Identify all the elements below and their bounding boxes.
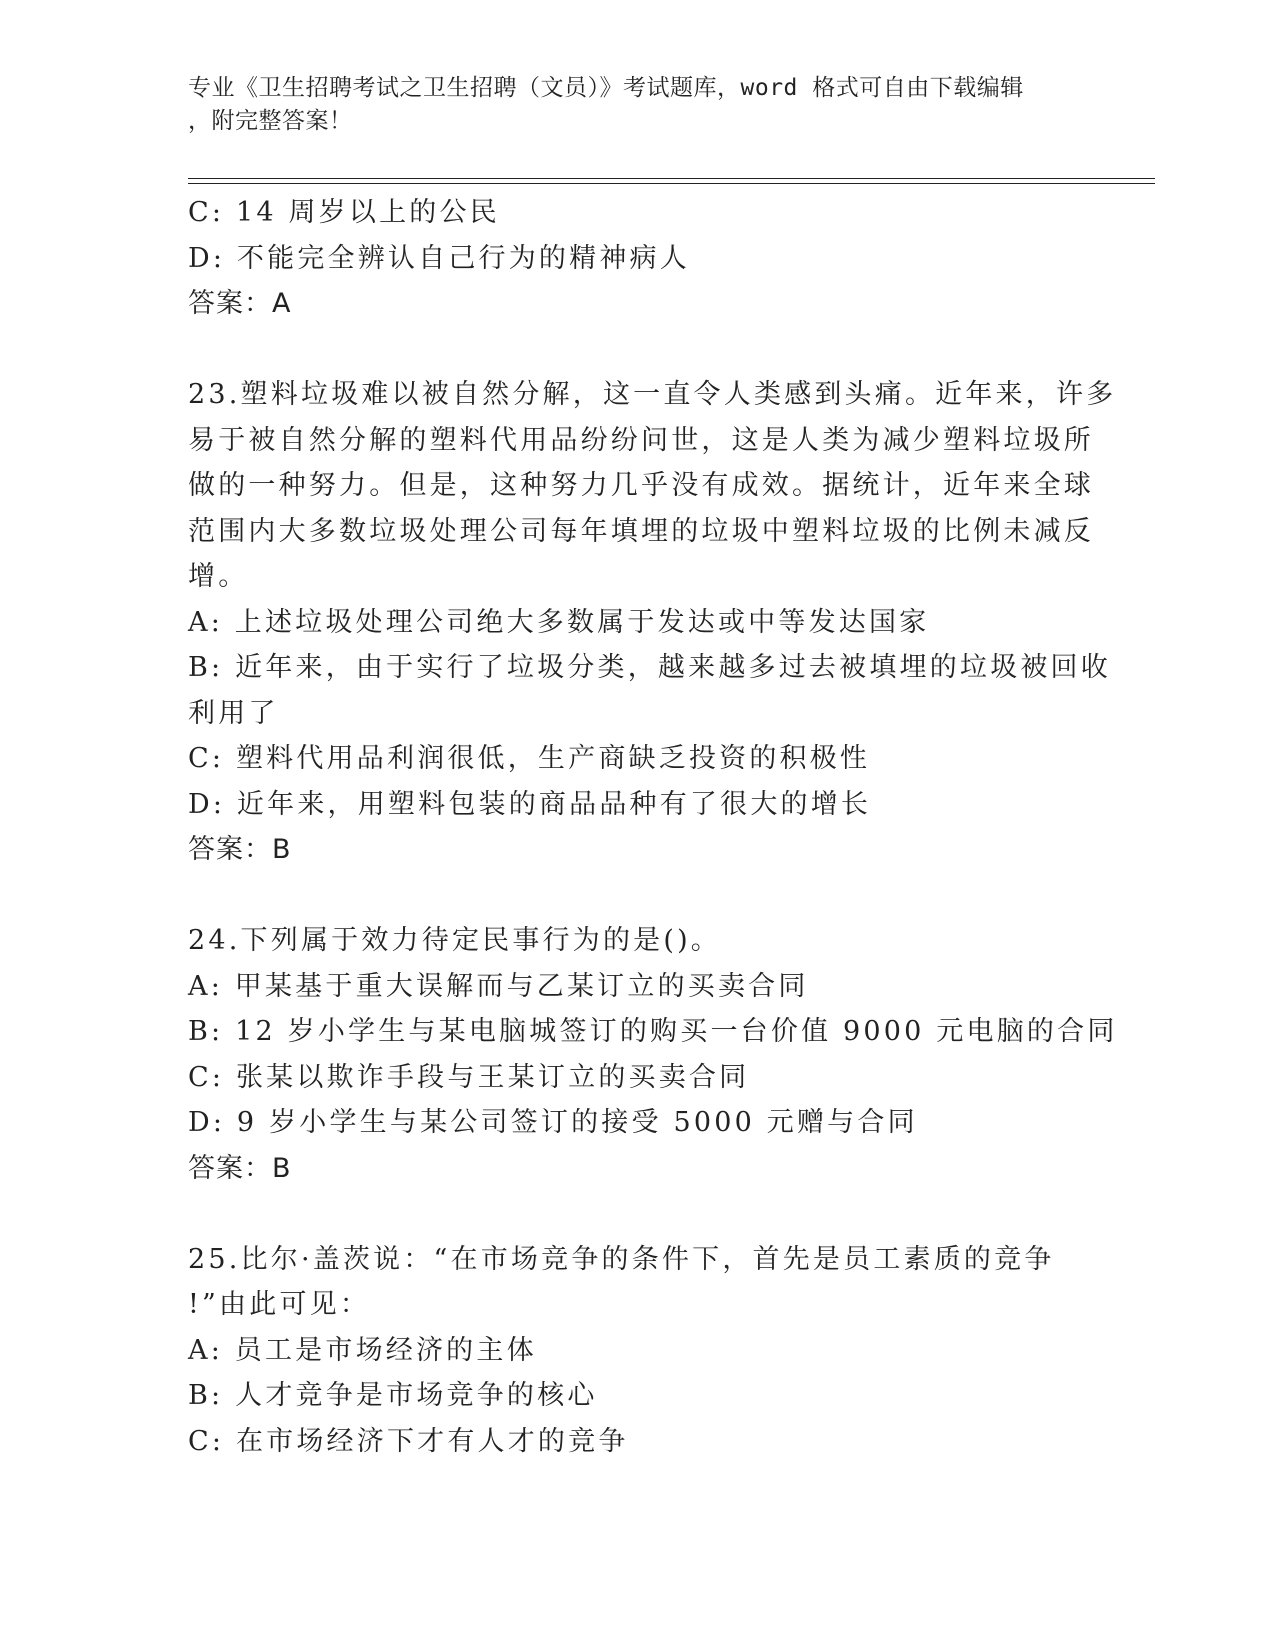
q23-stem-line-1: 23.塑料垃圾难以被自然分解，这一直令人类感到头痛。近年来，许多 [188,379,1117,410]
q23-stem-line-3: 做的一种努力。但是，这种努力几乎没有成效。据统计，近年来全球 [188,470,1094,501]
header-rule-bottom [188,183,1155,184]
q25-option-a: A: 员工是市场经济的主体 [188,1334,537,1366]
prev-option-d: D: 不能完全辨认自己行为的精神病人 [188,242,690,274]
header-line-1: 专业《卫生招聘考试之卫生招聘（文员）》考试题库，word 格式可自由下载编辑 [188,75,1024,101]
q23-option-b-line-1: B: 近年来，由于实行了垃圾分类，越来越多过去被填埋的垃圾被回收 [188,652,1111,683]
q24-option-a: A: 甲某基于重大误解而与乙某订立的买卖合同 [188,970,809,1002]
header-rule-top [188,178,1155,179]
q25-option-c: C: 在市场经济下才有人才的竞争 [188,1425,629,1457]
q23-option-a: A: 上述垃圾处理公司绝大多数属于发达或中等发达国家 [188,606,930,638]
q24-answer: 答案：B [188,1152,292,1184]
q23-answer: 答案：B [188,834,292,865]
q25-stem-line-2: !”由此可见： [188,1289,371,1320]
q24-option-b: B: 12 岁小学生与某电脑城签订的购买一台价值 9000 元电脑的合同 [188,1016,1118,1047]
header-line-2: ，附完整答案！ [188,108,353,134]
spacer [188,873,1088,919]
q23-stem-line-5: 增。 [188,561,249,592]
q24-option-c: C: 张某以欺诈手段与王某订立的买卖合同 [188,1061,750,1093]
q24-stem: 24.下列属于效力待定民事行为的是()。 [188,925,722,956]
q24-option-d: D: 9 岁小学生与某公司签订的接受 5000 元赠与合同 [188,1107,918,1138]
q23-stem-line-4: 范围内大多数垃圾处理公司每年填埋的垃圾中塑料垃圾的比例未减反 [188,515,1094,547]
q25-option-b: B: 人才竞争是市场竞争的核心 [188,1380,598,1411]
q23-option-b-line-2: 利用了 [188,697,279,729]
prev-option-c: C: 14 周岁以上的公民 [188,197,500,228]
spacer [188,327,1088,373]
q25-stem-line-1: 25.比尔·盖茨说：“在市场竞争的条件下，首先是员工素质的竞争 [188,1243,1055,1275]
question-content [188,190,1118,1464]
spacer [188,1191,1088,1237]
page-header [188,72,1088,138]
prev-answer: 答案：A [188,288,292,319]
q23-option-d: D: 近年来，用塑料包装的商品品种有了很大的增长 [188,788,872,820]
q23-option-c: C: 塑料代用品利润很低，生产商缺乏投资的积极性 [188,743,871,774]
q23-stem-line-2: 易于被自然分解的塑料代用品纷纷问世，这是人类为减少塑料垃圾所 [188,424,1094,456]
